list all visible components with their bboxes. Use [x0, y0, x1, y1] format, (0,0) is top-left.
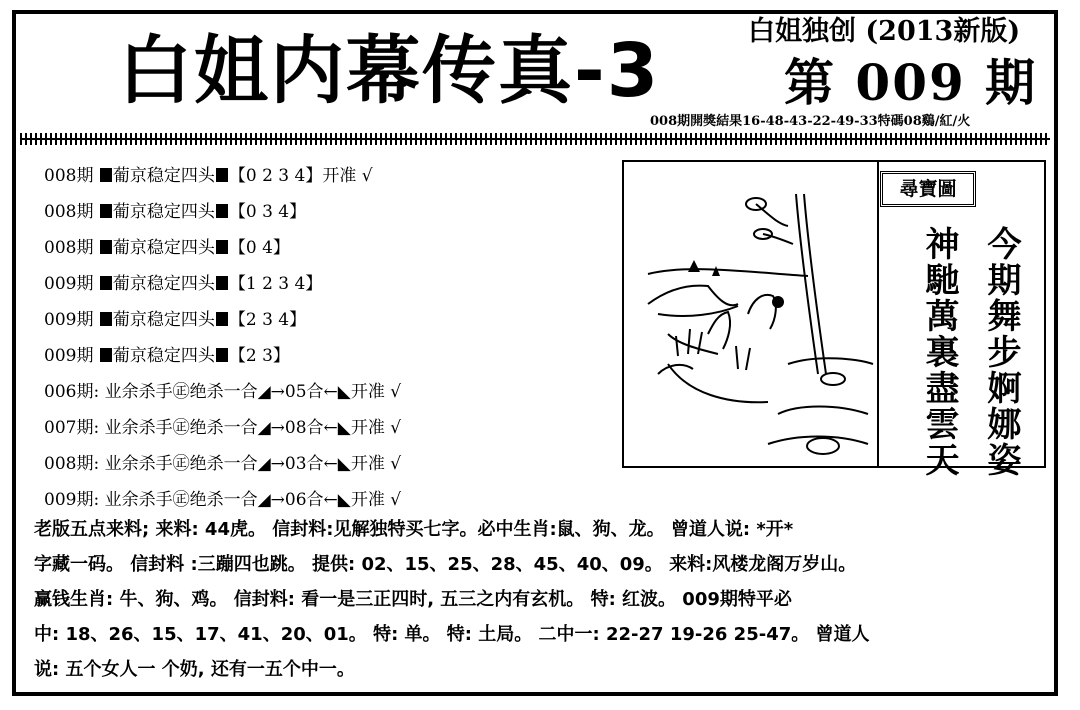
issue-number: 第 009 期	[784, 53, 1038, 112]
square-icon	[100, 240, 112, 254]
list-item: 007期: 业余杀手㊣绝杀一合◢→08合←◣开准 √	[44, 418, 402, 438]
square-icon	[100, 276, 112, 290]
square-icon	[100, 204, 112, 218]
paragraph-line: 赢钱生肖: 牛、狗、鸡。 信封料: 看一是三正四时, 五三之内有玄机。 特: 红波。 009期特平必	[34, 589, 792, 610]
list-item: 009期: 业余杀手㊣绝杀一合◢→06合←◣开准 √	[44, 490, 402, 510]
square-icon	[216, 240, 228, 254]
square-icon	[100, 168, 112, 182]
prediction-list	[44, 158, 401, 518]
square-icon	[216, 312, 228, 326]
page-title: 白姐内幕传真-3	[118, 28, 661, 114]
info-paragraph	[34, 512, 1044, 687]
square-icon	[216, 204, 228, 218]
list-item: 008期 葡京稳定四头 【0 3 4】	[44, 202, 307, 222]
list-item: 009期 葡京稳定四头 【1 2 3 4】	[44, 274, 323, 294]
landscape-illustration	[628, 164, 878, 464]
square-icon	[216, 168, 228, 182]
treasure-caption: 尋寶圖	[880, 171, 976, 207]
paragraph-line: 老版五点来料; 来料: 44虎。 信封料:见解独特买七字。必中生肖:鼠、狗、龙。 曾道人说: *开*	[34, 519, 794, 540]
edition-label: 白姐独创 (2013新版)	[748, 16, 1021, 47]
paragraph-line: 说: 五个女人一 个奶, 还有一五个中一。	[34, 659, 355, 680]
poem-line-1: 今期舞步婀娜姿	[981, 226, 1021, 478]
picture-divider	[877, 160, 879, 468]
list-item: 009期 葡京稳定四头 【2 3 4】	[44, 310, 307, 330]
square-icon	[100, 348, 112, 362]
list-item: 009期 葡京稳定四头 【2 3】	[44, 346, 290, 366]
list-item: 008期: 业余杀手㊣绝杀一合◢→03合←◣开准 √	[44, 454, 402, 474]
list-item: 008期 葡京稳定四头 【0 2 3 4】开准 √	[44, 166, 373, 186]
square-icon	[216, 276, 228, 290]
list-item: 006期: 业余杀手㊣绝杀一合◢→05合←◣开准 √	[44, 382, 402, 402]
paragraph-line: 中: 18、26、15、17、41、20、01。 特: 单。 特: 土局。 二中一: 22-27 19-26 25-47。 曾道人	[34, 624, 870, 645]
square-icon	[216, 348, 228, 362]
header-divider	[20, 133, 1050, 145]
previous-result: 008期開獎結果16-48-43-22-49-33特碼08鷄/紅/火	[650, 114, 971, 129]
square-icon	[100, 312, 112, 326]
paragraph-line: 字藏一码。 信封料 :三蹦四也跳。 提供: 02、15、25、28、45、40、09。 来料:风楼龙阁万岁山。	[34, 554, 857, 575]
list-item: 008期 葡京稳定四头 【0 4】	[44, 238, 290, 258]
poem-line-2: 神馳萬裏盡雲天	[919, 226, 959, 478]
